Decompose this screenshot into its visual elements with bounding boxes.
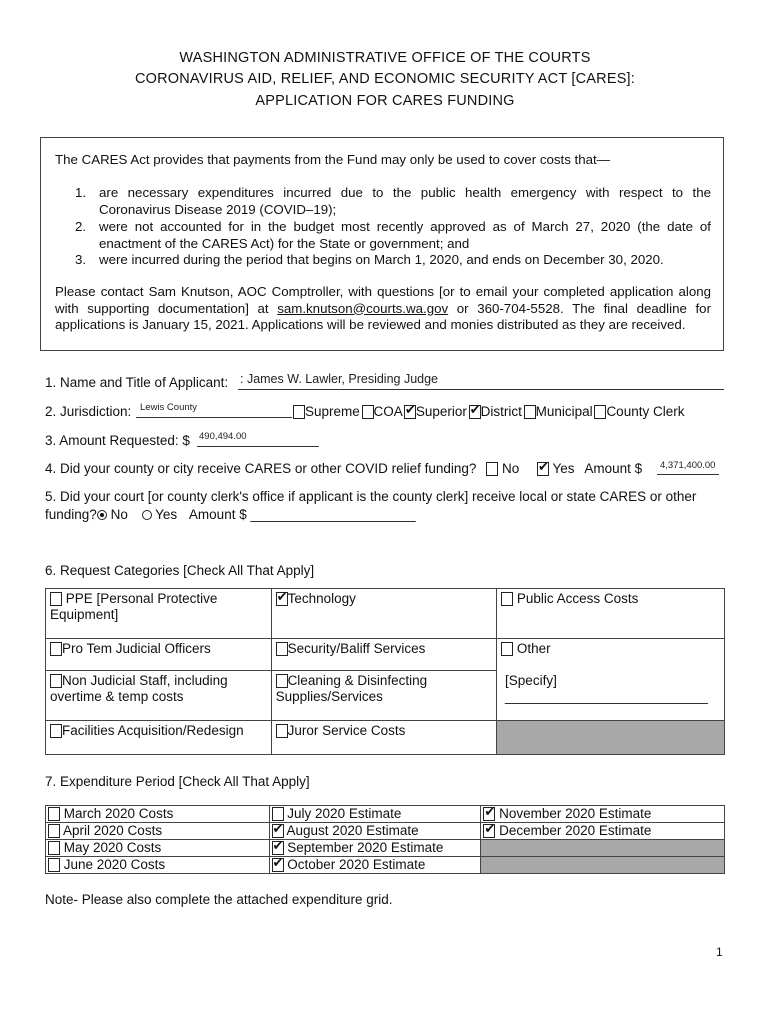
august-cell [269, 823, 481, 840]
other-cell [497, 639, 725, 721]
november-checkbox[interactable] [483, 807, 495, 821]
march-label: March 2020 Costs [63, 806, 174, 821]
december-label: December 2020 Estimate [499, 823, 652, 838]
ppe-label-2: Equipment] [50, 607, 119, 622]
title-line-1-text: WASHINGTON ADMINISTRATIVE OFFICE OF THE COURTS [179, 50, 591, 66]
amount-requested-value: 490,494.00 [199, 431, 247, 442]
cleaning-label: Cleaning & Disinfecting [287, 673, 428, 688]
non-judicial-label-2: overtime & temp costs [50, 689, 184, 704]
superior-checkbox[interactable] [404, 405, 416, 419]
september-cell [269, 840, 481, 857]
july-label: July 2020 Estimate [287, 806, 402, 821]
june-label: June 2020 Costs [63, 857, 166, 872]
ppe-label: PPE [Personal Protective [65, 591, 218, 606]
q5-no-label: No [110, 507, 128, 522]
public-access-checkbox[interactable] [501, 592, 513, 606]
title-line-1 [0, 50, 770, 66]
q6-heading: 6. Request Categories [Check All That Apply] [45, 563, 315, 578]
q4-amount-field[interactable] [657, 460, 719, 475]
amount-requested-field[interactable] [197, 430, 319, 447]
gray-filler-cell [497, 721, 725, 755]
ppe-checkbox[interactable] [50, 592, 62, 606]
info-item-1 [61, 185, 711, 218]
non-judicial-checkbox[interactable] [50, 674, 62, 688]
q4-yes-label: Yes [552, 461, 575, 476]
technology-checkbox[interactable] [276, 592, 288, 606]
november-cell [481, 806, 725, 823]
supreme-label: Supreme [305, 404, 360, 419]
specify-blank[interactable]: ___________________________ [505, 689, 708, 704]
october-cell [269, 857, 481, 874]
december-cell [481, 823, 725, 840]
info-item-2-num: 2. [75, 219, 87, 234]
title-line-3-text: APPLICATION FOR CARES FUNDING [255, 93, 515, 109]
pro-tem-cell [46, 639, 272, 671]
period-row-1 [46, 806, 725, 823]
june-checkbox[interactable] [48, 858, 60, 872]
contact-email-link[interactable]: sam.knutson@courts.wa.gov [277, 300, 449, 316]
q4-row [45, 461, 642, 476]
q2-label: 2. Jurisdiction: [45, 404, 132, 419]
q3-label: 3. Amount Requested: $ [45, 433, 190, 448]
info-contact-before: Please contact Sam Knutson, AOC Comptroller, with questions [or to email your completed application along with supporting documentation] at [55, 284, 711, 316]
september-checkbox[interactable] [272, 841, 284, 855]
non-judicial-cell [46, 671, 272, 721]
info-item-2-text: were not accounted for in the budget most recently approved as of March 27, 2020 (the date of enactment of the CARES Act) for the State or government; and [99, 219, 711, 251]
q5-line-2 [45, 507, 416, 522]
november-label: November 2020 Estimate [499, 806, 652, 821]
ppe-cell [46, 589, 272, 639]
q7-heading: 7. Expenditure Period [Check All That Apply] [45, 774, 310, 789]
april-label: April 2020 Costs [63, 823, 163, 838]
pro-tem-checkbox[interactable] [50, 642, 62, 656]
categories-row-1 [46, 589, 725, 639]
county-clerk-label: County Clerk [606, 404, 685, 419]
gray-period-cell-2 [481, 857, 725, 874]
info-item-3-text: were incurred during the period that begins on March 1, 2020, and ends on December 30, 2020. [99, 252, 664, 267]
municipal-checkbox[interactable] [524, 405, 536, 419]
jurisdiction-value: Lewis County [140, 402, 198, 413]
period-row-2 [46, 823, 725, 840]
q4-amount-label: Amount $ [584, 461, 643, 476]
non-judicial-label: Non Judicial Staff, including [62, 673, 228, 688]
info-item-1-num: 1. [75, 185, 87, 200]
q1-label: 1. Name and Title of Applicant: [45, 375, 229, 390]
december-checkbox[interactable] [483, 824, 495, 838]
q5-yes-label: Yes [155, 507, 178, 522]
title-line-3 [0, 93, 770, 109]
period-row-3 [46, 840, 725, 857]
october-checkbox[interactable] [272, 858, 284, 872]
jurisdiction-field[interactable] [136, 402, 292, 418]
q5-yes-radio[interactable] [142, 510, 152, 520]
facilities-checkbox[interactable] [50, 724, 62, 738]
april-checkbox[interactable] [48, 824, 60, 838]
august-label: August 2020 Estimate [286, 823, 419, 838]
info-intro: The CARES Act provides that payments from the Fund may only be used to cover costs that— [55, 152, 611, 167]
q4-yes-checkbox[interactable] [537, 462, 549, 476]
coa-label: COA [373, 404, 403, 419]
district-label: District [480, 404, 522, 419]
cleaning-cell [271, 671, 496, 721]
other-label: Other [516, 641, 551, 656]
july-checkbox[interactable] [272, 807, 284, 821]
pro-tem-label: Pro Tem Judicial Officers [62, 641, 211, 656]
q5-no-radio[interactable] [97, 510, 107, 520]
technology-label: Technology [287, 591, 356, 606]
juror-label: Juror Service Costs [287, 723, 406, 738]
august-checkbox[interactable] [272, 824, 284, 838]
september-label: September 2020 Estimate [287, 840, 444, 855]
q4-no-checkbox[interactable] [486, 462, 498, 476]
county-clerk-checkbox[interactable] [594, 405, 606, 419]
categories-row-2 [46, 639, 725, 671]
public-access-cell [497, 589, 725, 639]
supreme-checkbox[interactable] [293, 405, 305, 419]
q4-amount-value: 4,371,400.00 [660, 460, 716, 471]
june-cell [46, 857, 270, 874]
may-label: May 2020 Costs [63, 840, 162, 855]
applicant-name-value: : James W. Lawler, Presiding Judge [240, 372, 439, 386]
may-cell [46, 840, 270, 857]
period-row-4 [46, 857, 725, 874]
security-cell [271, 639, 496, 671]
district-checkbox[interactable] [469, 405, 481, 419]
public-access-label: Public Access Costs [516, 591, 639, 606]
security-label: Security/Baliff Services [287, 641, 426, 656]
info-item-1-text: are necessary expenditures incurred due to the public health emergency with respect to the Coronavirus Disease 2019 (COVID–19); [99, 185, 711, 217]
may-checkbox[interactable] [48, 841, 60, 855]
info-item-3-num: 3. [75, 252, 87, 267]
jurisdiction-options [293, 404, 684, 419]
gray-period-cell-1 [481, 840, 725, 857]
april-cell [46, 823, 270, 840]
superior-label: Superior [415, 404, 467, 419]
info-item-2 [61, 219, 711, 252]
juror-cell [271, 721, 496, 755]
title-line-2-text: CORONAVIRUS AID, RELIEF, AND ECONOMIC SECURITY ACT [CARES]: [134, 71, 636, 87]
march-cell [46, 806, 270, 823]
q5-funding-label: funding? [45, 507, 97, 522]
applicant-name-field[interactable] [238, 372, 724, 390]
q5-line-1: 5. Did your court [or county clerk's office if applicant is the county clerk] receive local or state CARES or other [45, 489, 697, 504]
q5-amount-label: Amount $ [188, 507, 247, 522]
info-contact [55, 284, 711, 334]
q4-label: 4. Did your county or city receive CARES or other COVID relief funding? [45, 461, 477, 476]
specify-label: [Specify] [505, 673, 557, 688]
q4-no-label: No [501, 461, 520, 476]
municipal-label: Municipal [535, 404, 593, 419]
facilities-label: Facilities Acquisition/Redesign [62, 723, 244, 738]
title-line-2 [0, 71, 770, 87]
info-contact-after: or 360-704-5528. The final deadline for applications is January 15, 2021. Applications will be reviewed and monies distributed as they are received. [55, 300, 712, 332]
cares-info-box [40, 137, 724, 351]
juror-checkbox[interactable] [276, 724, 288, 738]
expenditure-period-table [45, 805, 725, 874]
cleaning-checkbox[interactable] [276, 674, 288, 688]
other-checkbox[interactable] [501, 642, 513, 656]
facilities-cell [46, 721, 272, 755]
request-categories-table [45, 588, 725, 755]
cleaning-label-2: Supplies/Services [275, 689, 383, 704]
technology-cell [271, 589, 496, 639]
security-checkbox[interactable] [276, 642, 288, 656]
july-cell [269, 806, 481, 823]
info-item-3 [61, 252, 711, 269]
march-checkbox[interactable] [48, 807, 60, 821]
categories-row-4 [46, 721, 725, 755]
page-number: 1 [716, 945, 723, 959]
coa-checkbox[interactable] [362, 405, 374, 419]
note-text: Note- Please also complete the attached expenditure grid. [45, 892, 393, 907]
q5-amount-blank[interactable]: ______________________ [250, 507, 416, 522]
october-label: October 2020 Estimate [287, 857, 426, 872]
